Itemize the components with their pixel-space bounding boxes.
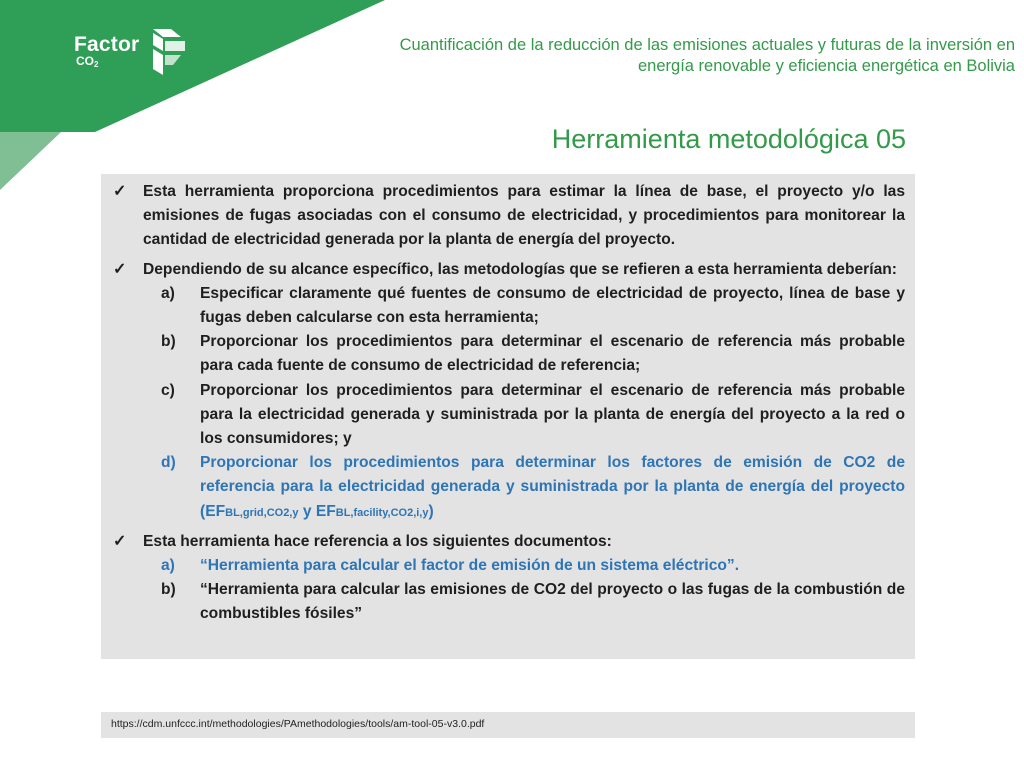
bullet-text: Esta herramienta hace referencia a los siguientes documentos:	[143, 532, 612, 550]
sub-list	[143, 282, 905, 525]
list-item	[143, 379, 905, 452]
header-decoration	[0, 0, 420, 200]
list-item-highlighted	[143, 451, 905, 525]
checkmark-icon: ✓	[113, 183, 127, 200]
sub-list	[143, 554, 905, 627]
content-box	[101, 174, 915, 659]
logo-co2: $CO_2$	[76, 54, 99, 69]
logo-icon	[151, 29, 187, 75]
list-marker: a)	[161, 284, 175, 302]
list-item-text: “Herramienta para calcular el factor de emisión de un sistema eléctrico”.	[200, 557, 740, 575]
list-marker: b)	[161, 333, 176, 351]
list-marker: d)	[161, 454, 176, 472]
list-item-text: Especificar claramente qué fuentes de consumo de electricidad de proyecto, línea de base y fugas deben calcularse con esta herramienta;	[200, 284, 905, 327]
bullet-text: Dependiendo de su alcance específico, las metodologías que se refieren a esta herramienta deberían:	[143, 260, 897, 278]
list-item	[143, 282, 905, 330]
list-item-text: “Herramienta para calcular las emisiones de CO2 del proyecto o las fugas de la combustión de combustibles fósiles”	[200, 581, 905, 623]
presentation-title: Cuantificación de la reducción de las emisiones actuales y futuras de la inversión en energía renovable y eficiencia energética en Bolivia	[399, 36, 1015, 75]
list-item	[143, 578, 905, 626]
list-item-text: Proporcionar los procedimientos para determinar el escenario de referencia más probable para cada fuente de consumo de electricidad de referencia;	[200, 333, 905, 375]
source-link[interactable]: https://cdm.unfccc.int/methodologies/PAmethodologies/tools/am-tool-05-v3.0.pdf	[101, 712, 915, 738]
bullet-item	[113, 530, 905, 627]
checkmark-icon: ✓	[113, 260, 127, 278]
list-item-text: Proporcionar los procedimientos para determinar los factores de emisión de CO2 de referencia para la electricidad generada y suministrada por la planta de energía del proyecto (EFBL,grid,CO2,y y EFBL,facility,CO2,i,y)	[200, 454, 905, 520]
list-item-text: Proporcionar los procedimientos para determinar el escenario de referencia más probable para la electricidad generada y suministrada por la planta de energía del proyecto a la red o los consumidores; y	[200, 381, 905, 448]
list-marker: b)	[161, 581, 176, 599]
bullet-item	[113, 180, 905, 253]
checkmark-icon: ✓	[113, 532, 127, 550]
page-title: Herramienta metodológica 05	[551, 124, 906, 154]
list-marker: c)	[161, 381, 175, 399]
bullet-item	[113, 258, 905, 525]
bullet-text: Esta herramienta proporciona procedimientos para estimar la línea de base, el proyecto y/o las emisiones de fugas asociadas con el consumo de electricidad, y procedimientos para monitorear la cantidad de electricidad generada por la planta de energía del proyecto.	[143, 183, 905, 249]
list-marker: a)	[161, 557, 175, 575]
list-item	[143, 330, 905, 378]
logo-wordmark: Factor	[74, 33, 140, 56]
list-item-highlighted	[143, 554, 905, 578]
